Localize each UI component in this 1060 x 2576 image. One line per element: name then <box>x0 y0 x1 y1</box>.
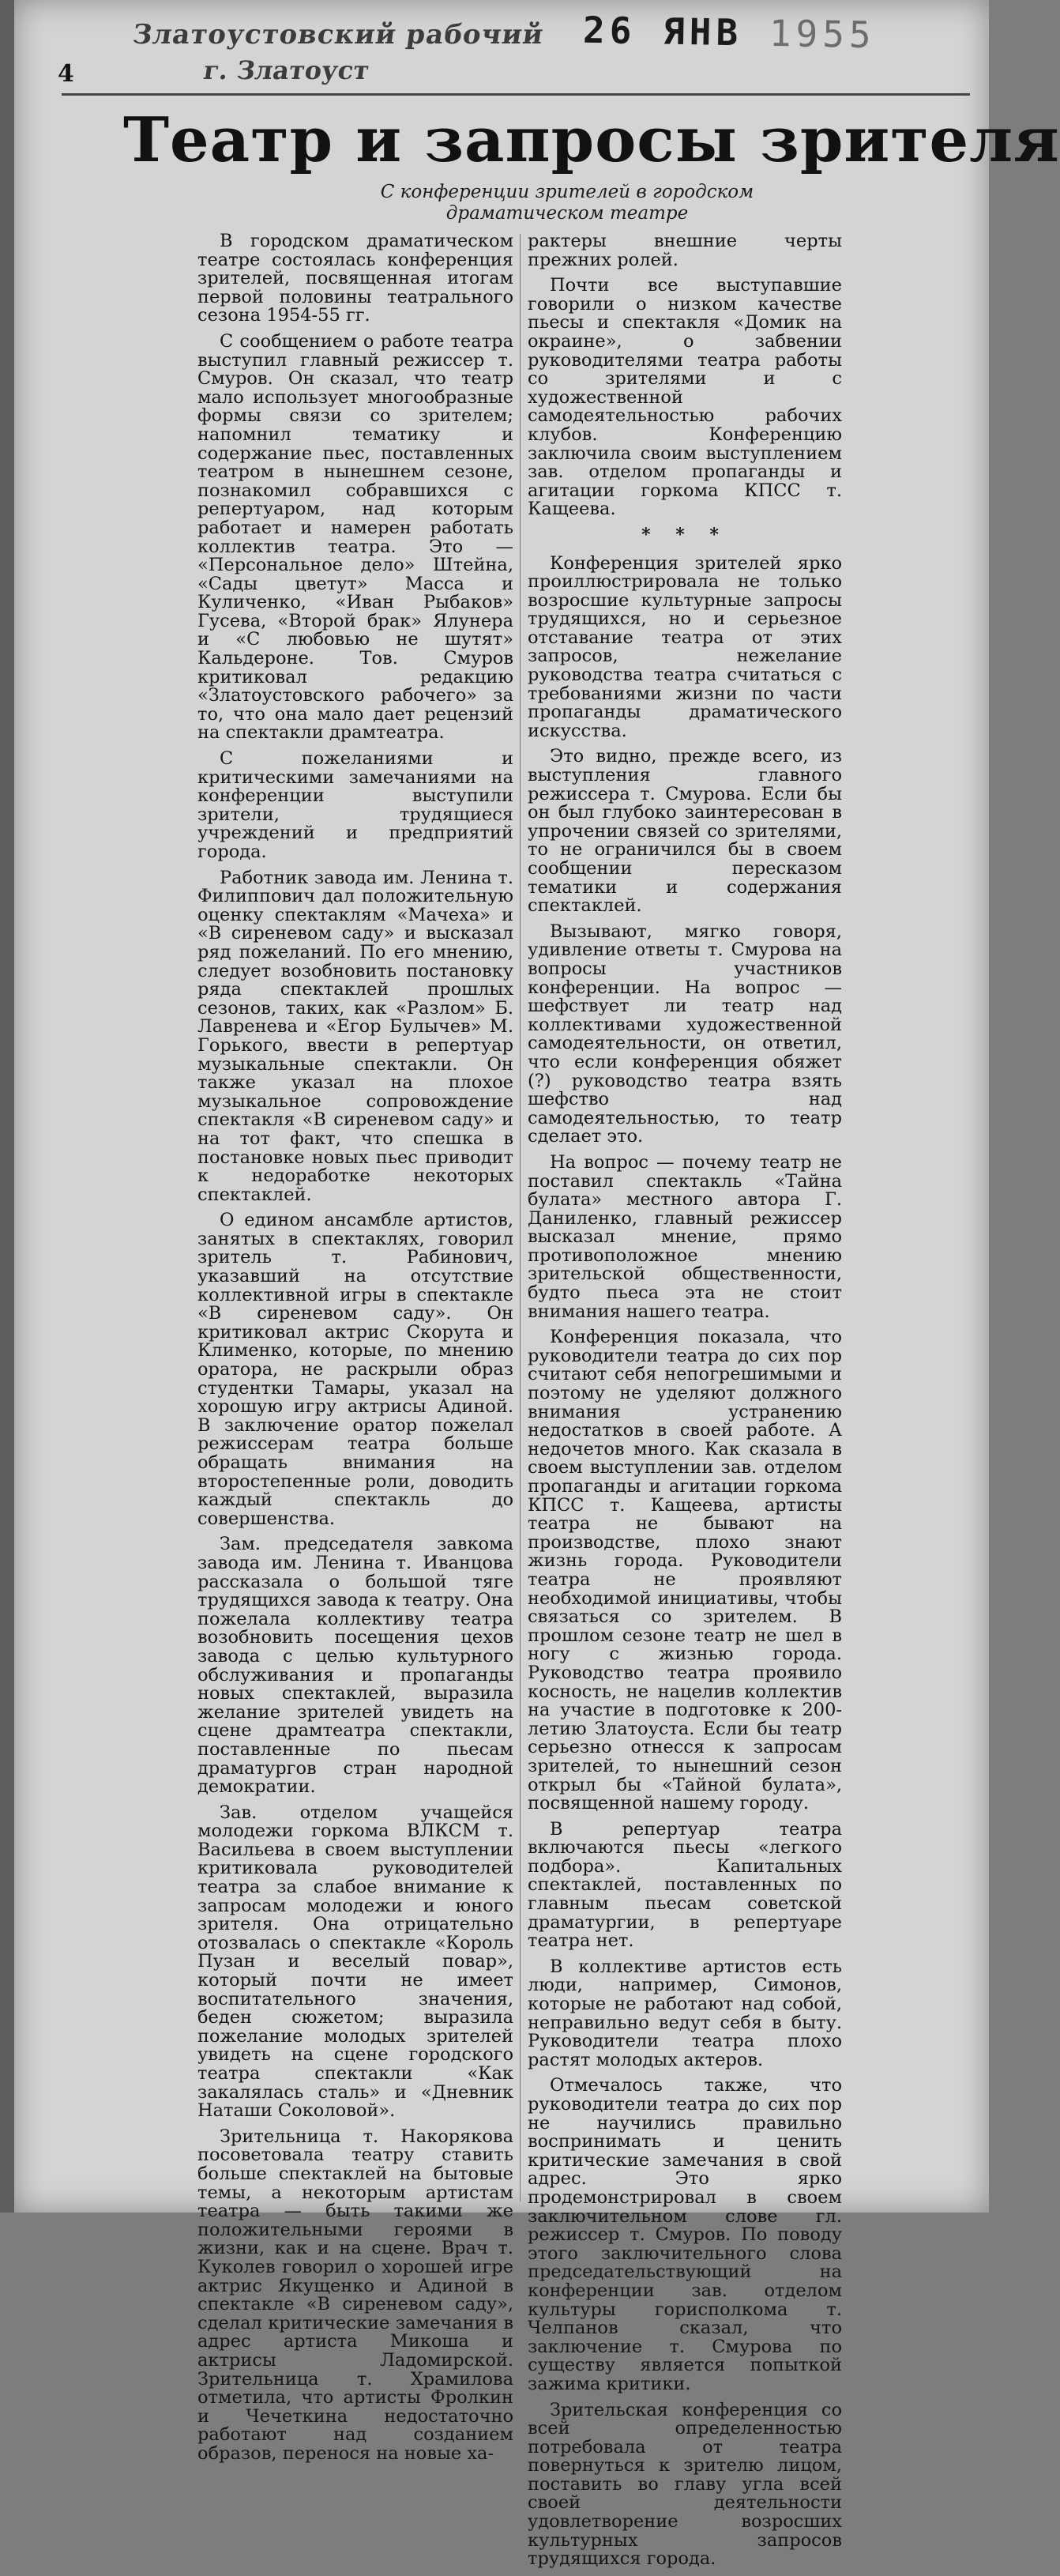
article-paragraph: На вопрос — почему театр не поставил спектакль «Тайна булата» местного автора Г. Даниленко, главный режиссер высказал мнение, прямо противоположное мнению зрительской общественности, будто пьеса эта не стоит внимания нашего театра. <box>528 1151 842 1322</box>
header-rule <box>62 93 970 96</box>
section-separator: * * * <box>641 524 728 545</box>
article-paragraph: Вызывают, мягко говоря, удивление ответы т. Смурова на вопросы участников конференции. На вопрос — шефствует ли театр над коллективами художественной самодеятельности, он ответил, что если конференция обяжет (?) руководство театра взять шефство над самодеятельностью, то театр сделает это. <box>528 921 842 1147</box>
article-column-1 <box>197 232 513 2470</box>
newspaper-clipping <box>14 0 1060 2570</box>
article-subtitle: С конференции зрителей в городском драматическом театре <box>380 182 754 224</box>
article-paragraph: Зам. председателя завкома завода им. Ленина т. Иванцова рассказала о большой тяге трудящихся завода к театру. Она пожелала коллективу театра возобновить посещения цехов завода с целью культурного обслуживания и пропаганды новых спектаклей, выразила желание зрителей увидеть на сцене драмтеатра спектакли, поставленные по пьесам драматургов стран народной демократии. <box>197 1534 513 1798</box>
article-title: Театр и запросы зрителя <box>123 104 1060 176</box>
page-number: 4 <box>58 60 74 88</box>
article-paragraph: Работник завода им. Ленина т. Филиппович дал положительную оценку спектаклям «Мачеха» и «В сиреневом саду» и высказал ряд пожеланий. По его мнению, следует возобновить постановку ряда спектаклей прошлых сезонов, таких, как «Разлом» Б. Лавренева и «Егор Булычев» М. Горького, ввести в репертуар музыкальные спектакли. Он также указал на плохое музыкальное сопровождение спектакля «В сиреневом саду» и на тот факт, что спешка в постановке новых пьес приводит к недоработке некоторых спектаклей. <box>197 867 513 1205</box>
article-paragraph: рактеры внешние черты прежних ролей. <box>528 231 842 270</box>
article-paragraph: Конференция показала, что руководители театра до сих пор считают себя непогрешимыми и поэтому не уделяют должного внимания устранению недостатков в своей работе. А недочетов много. Как сказала в своем выступлении зав. отделом пропаганды и агитации горкома КПСС т. Кащеева, артисты театра не бывают на производстве, плохо знают жизнь города. Руководители театра не проявляют необходимой инициативы, чтобы связаться со зрителем. В прошлом сезоне театр не шел в ногу с жизнью города. Руководство театра проявило косность, не нацелив коллектив на участие в подготовке к 200-летию Златоуста. Если бы театр серьезно отнесся к запросам зрителей, то нынешний сезон открыл бы «Тайной булата», посвященной нашему городу. <box>528 1327 842 1814</box>
article-paragraph: В репертуар театра включаются пьесы «легкого подбора». Капитальных спектаклей, поставленных по главным пьесам советской драматургии, в репертуаре театра нет. <box>528 1818 842 1952</box>
date-stamp-day: 26 ЯНВ <box>582 8 743 55</box>
newspaper-masthead: Златоустовский рабочий <box>130 19 546 51</box>
article-paragraph: Зрительница т. Накорякова посоветовала театру ставить больше спектаклей на бытовые темы, а некоторым артистам театра — быть такими же положительными героями в жизни, как и на сцене. Врач т. Куколев говорил о хорошей игре актрис Якущенко и Адиной в спектакле «В сиреневом саду», сделал критические замечания в адрес артиста Микоша и актрисы Ладомирской. Зрительница т. Храмилова отметила, что артисты Фролкин и Чечеткина недостаточно работают над созданием образов, перенося на новые ха- <box>197 2126 513 2464</box>
date-stamp-year: 1955 <box>769 11 877 57</box>
date-stamp <box>583 9 877 56</box>
article-paragraph: О едином ансамбле артистов, занятых в спектаклях, говорил зритель т. Рабинович, указавший на отсутствие коллективной игры в спектакле «В сиреневом саду». Он критиковал актрис Скорута и Клименко, которые, по мнению оратора, не раскрыли образ студентки Тамары, указал на хорошую игру актрисы Адиной. В заключение оратор пожелал режиссерам театра больше обращать внимания на второстепенные роли, доводить каждый спектакль до совершенства. <box>197 1210 513 1529</box>
column-divider <box>520 234 521 2201</box>
article-paragraph: Зрительская конференция со всей определенностью потребовала от театра повернуться к зрителю лицом, поставить во главу угла всей своей деятельности удовлетворение возросших культурных запросов трудящихся города. <box>528 2399 842 2570</box>
article-paragraph: Отмечалось также, что руководители театра до сих пор не научились правильно воспринимать и ценить критические замечания в свой адрес. Это ярко продемонстрировал в своем заключительном слове гл. режиссер т. Смуров. По поводу этого заключительного слова председательствующий на конференции зав. отделом культуры горисполкома т. Челпанов сказал, что заключение т. Смурова по существу является попыткой зажима критики. <box>528 2075 842 2394</box>
article-paragraph: С пожеланиями и критическими замечаниями на конференции выступили зрители, трудящиеся учреждений и предприятий города. <box>197 748 513 862</box>
article-paragraph: С сообщением о работе театра выступил главный режиссер т. Смуров. Он сказал, что театр мало использует многообразные формы связи со зрителем; напомнил тематику и содержание пьес, поставленных театром в нынешнем сезоне, познакомил собравшихся с репертуаром, над которым работает и намерен работать коллектив театра. Это — «Персональное дело» Штейна, «Сады цветут» Масса и Куличенко, «Иван Рыбаков» Гусева, «Второй брак» Ялунера и «С любовью не шутят» Кальдероне. Тов. Смуров критиковал редакцию «Златоустовского рабочего» за то, что она мало дает рецензий на спектакли драмтеатра. <box>197 330 513 744</box>
article-paragraph: Почти все выступавшие говорили о низком качестве пьесы и спектакля «Домик на окраине», о забвении руководителями театра работы со зрителями и с художественной самодеятельностью рабочих клубов. Конференцию заключила своим выступлением зав. отделом пропаганды и агитации горкома КПСС т. Кащеева. <box>528 275 842 520</box>
article-column-2 <box>528 232 842 2576</box>
article-paragraph: Конференция зрителей ярко проиллюстрировала не только возросшие культурные запросы трудящихся, но и серьезное отставание театра от этих запросов, нежелание руководства театра считаться с требованиями жизни по части пропаганды драматического искусства. <box>528 552 842 741</box>
article-paragraph: Зав. отделом учащейся молодежи горкома ВЛКСМ т. Васильева в своем выступлении критиковала руководителей театра за слабое внимание к запросам молодежи и юного зрителя. Она отрицательно отозвалась о спектакле «Король Пузан и веселый повар», который почти не имеет воспитательного значения, беден сюжетом; выразила пожелание молодых зрителей увидеть на сцене городского театра спектакли «Как закалялась сталь» и «Дневник Наташи Соколовой». <box>197 1802 513 2122</box>
article-paragraph: В коллективе артистов есть люди, например, Симонов, которые не работают над собой, неправильно ведут себя в быту. Руководители театра плохо растят молодых актеров. <box>528 1956 842 2070</box>
scan-left-edge <box>0 0 14 2213</box>
article-paragraph: Это видно, прежде всего, из выступления главного режиссера т. Смурова. Если бы он был глубоко заинтересован в упрочении связей со зрителями, то не ограничился бы в своем сообщении пересказом тематики и содержания спектаклей. <box>528 746 842 917</box>
article-paragraph: В городском драматическом театре состоялась конференция зрителей, посвященная итогам первой половины театрального сезона 1954-55 гг. <box>197 231 513 326</box>
city-line: г. Златоуст <box>201 55 371 85</box>
